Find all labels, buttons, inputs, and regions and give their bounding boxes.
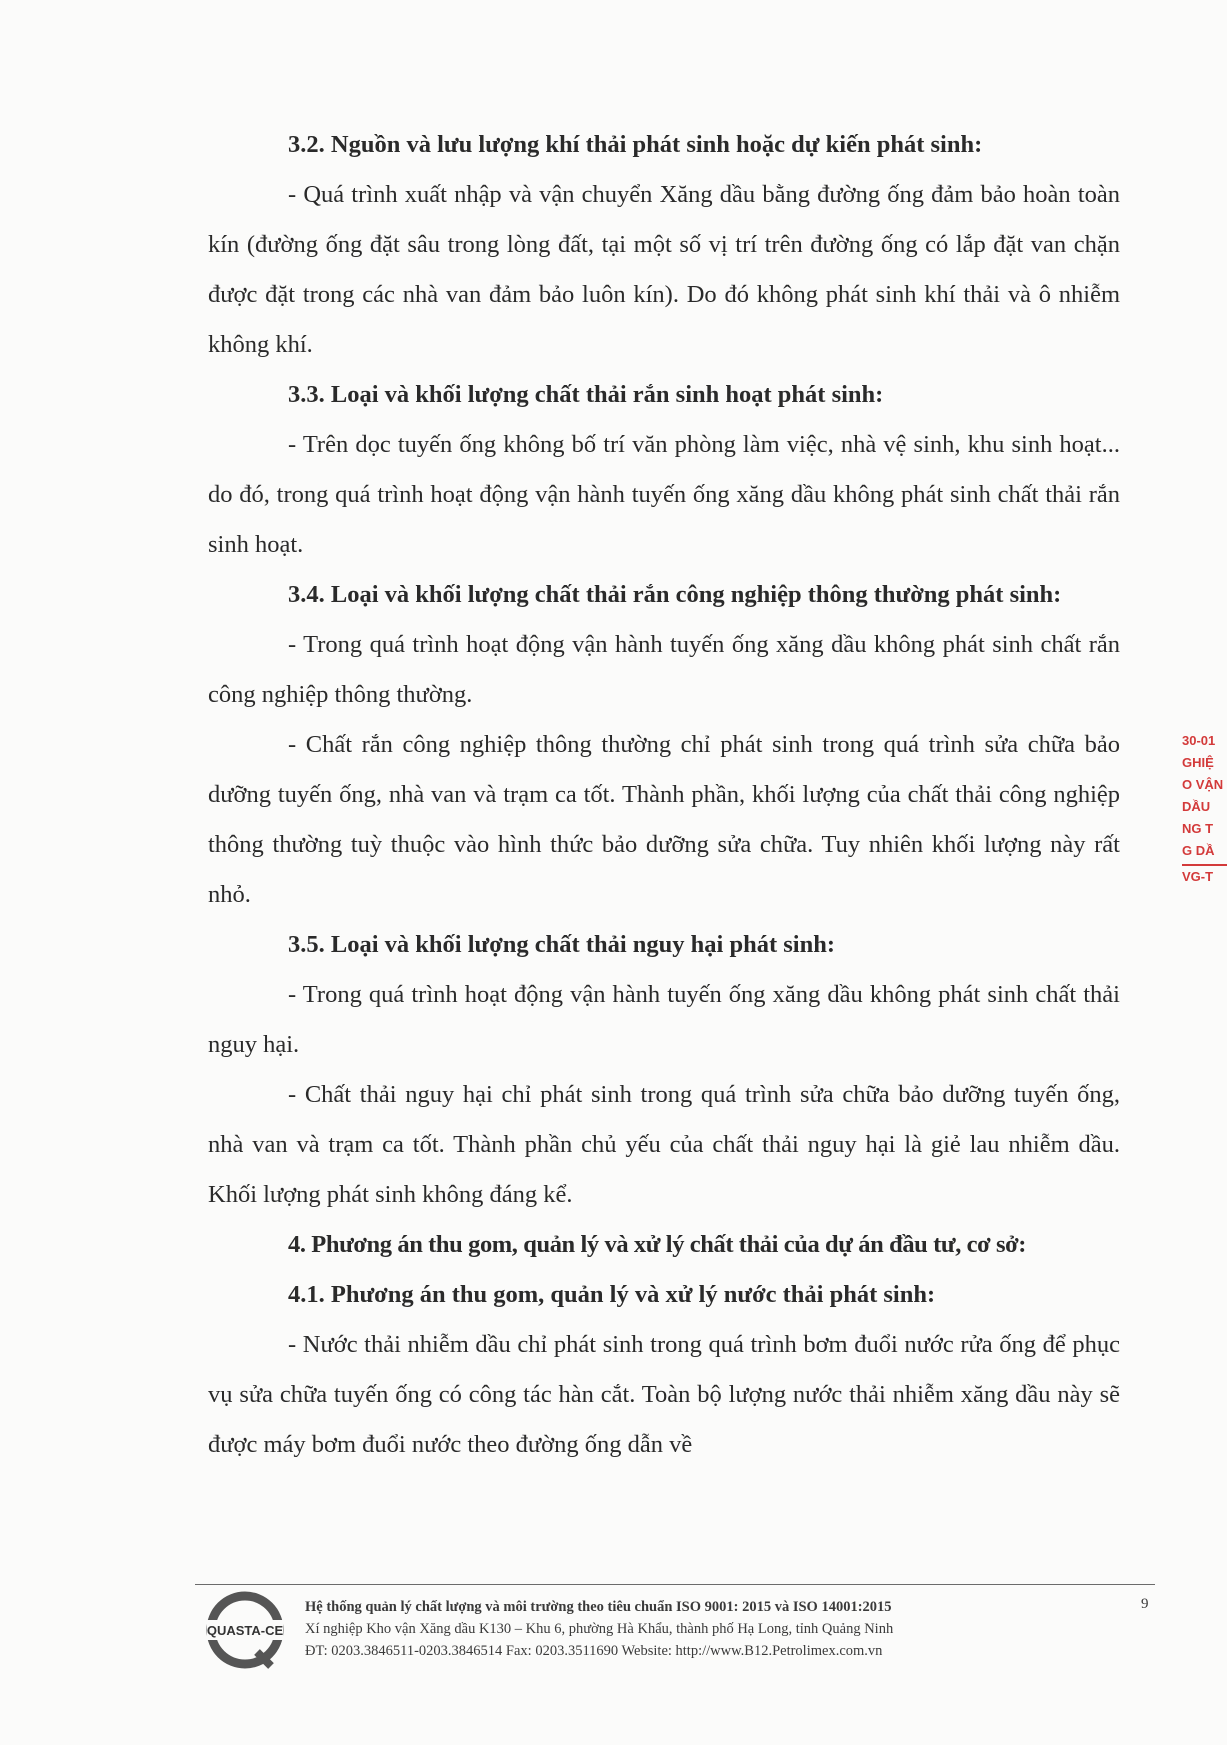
footer-contact: ĐT: 0203.3846511-0203.3846514 Fax: 0203.3511690 Website: http://www.B12.Petrolimex.com.vn bbox=[305, 1643, 883, 1659]
section-3-3-heading: 3.3. Loại và khối lượng chất thải rắn sinh hoạt phát sinh: bbox=[288, 381, 884, 408]
footer-divider bbox=[195, 1584, 1155, 1585]
stamp-line: DẦU bbox=[1182, 799, 1211, 814]
quasta-ce-logo bbox=[205, 1590, 285, 1670]
footer-address: Xí nghiệp Kho vận Xăng dầu K130 – Khu 6, phường Hà Khẩu, thành phố Hạ Long, tỉnh Quảng Ninh bbox=[305, 1621, 894, 1637]
stamp-line: NG T bbox=[1182, 821, 1214, 836]
section-4-heading: 4. Phương án thu gom, quản lý và xử lý chất thải của dự án đầu tư, cơ sở: bbox=[288, 1231, 1027, 1258]
section-4-1-heading: 4.1. Phương án thu gom, quản lý và xử lý nước thải phát sinh: bbox=[288, 1281, 936, 1308]
section-3-5-paragraph-1: - Trong quá trình hoạt động vận hành tuyến ống xăng dầu không phát sinh chất thải nguy hại. bbox=[208, 981, 1120, 1058]
stamp-line: GHIỆ bbox=[1182, 755, 1214, 770]
section-3-5-paragraph-2: - Chất thải nguy hại chỉ phát sinh trong quá trình sửa chữa bảo dưỡng tuyến ống, nhà van và trạm ca tốt. Thành phần chủ yếu của chất thải nguy hại là giẻ lau nhiễm dầu. Khối lượng phát sinh không đáng kể. bbox=[208, 1081, 1120, 1208]
section-3-5-heading: 3.5. Loại và khối lượng chất thải nguy hại phát sinh: bbox=[288, 931, 836, 958]
section-3-2-heading: 3.2. Nguồn và lưu lượng khí thải phát sinh hoặc dự kiến phát sinh: bbox=[288, 131, 983, 158]
footer-info bbox=[305, 1596, 1105, 1662]
red-seal-stamp bbox=[1182, 730, 1227, 910]
footer-certification: Hệ thống quản lý chất lượng và môi trường theo tiêu chuẩn ISO 9001: 2015 và ISO 14001:2015 bbox=[305, 1599, 892, 1615]
document-body bbox=[208, 120, 1120, 1470]
section-3-2-paragraph: - Quá trình xuất nhập và vận chuyển Xăng dầu bằng đường ống đảm bảo hoàn toàn kín (đường ống đặt sâu trong lòng đất, tại một số vị trí trên đường ống có lắp đặt van chặn được đặt trong các nhà van đảm bảo luôn kín). Do đó không phát sinh khí thải và ô nhiễm không khí. bbox=[208, 181, 1120, 358]
stamp-line: VG-T bbox=[1182, 864, 1227, 888]
stamp-line: O VẬN bbox=[1182, 777, 1224, 792]
section-3-4-paragraph-2: - Chất rắn công nghiệp thông thường chỉ phát sinh trong quá trình sửa chữa bảo dưỡng tuyến ống, nhà van và trạm ca tốt. Thành phần, khối lượng của chất thải công nghiệp thông thường tuỳ thuộc vào hình thức bảo dưỡng sửa chữa. Tuy nhiên khối lượng này rất nhỏ. bbox=[208, 731, 1120, 908]
section-3-4-heading: 3.4. Loại và khối lượng chất thải rắn công nghiệp thông thường phát sinh: bbox=[288, 581, 1062, 608]
section-4-1-paragraph: - Nước thải nhiễm dầu chỉ phát sinh trong quá trình bơm đuổi nước rửa ống để phục vụ sửa chữa tuyến ống có công tác hàn cắt. Toàn bộ lượng nước thải nhiễm xăng dầu này sẽ được máy bơm đuổi nước theo đường ống dẫn về bbox=[208, 1331, 1120, 1458]
stamp-line: 30-01 bbox=[1182, 733, 1216, 748]
section-3-3-paragraph: - Trên dọc tuyến ống không bố trí văn phòng làm việc, nhà vệ sinh, khu sinh hoạt... do đó, trong quá trình hoạt động vận hành tuyến ống xăng dầu không phát sinh chất thải rắn sinh hoạt. bbox=[208, 431, 1120, 558]
logo-label: QUASTA-CE bbox=[206, 1623, 284, 1638]
page-number: 9 bbox=[1141, 1596, 1149, 1612]
section-3-4-paragraph-1: - Trong quá trình hoạt động vận hành tuyến ống xăng dầu không phát sinh chất rắn công nghiệp thông thường. bbox=[208, 631, 1120, 708]
stamp-line: G DẦ bbox=[1182, 843, 1215, 858]
